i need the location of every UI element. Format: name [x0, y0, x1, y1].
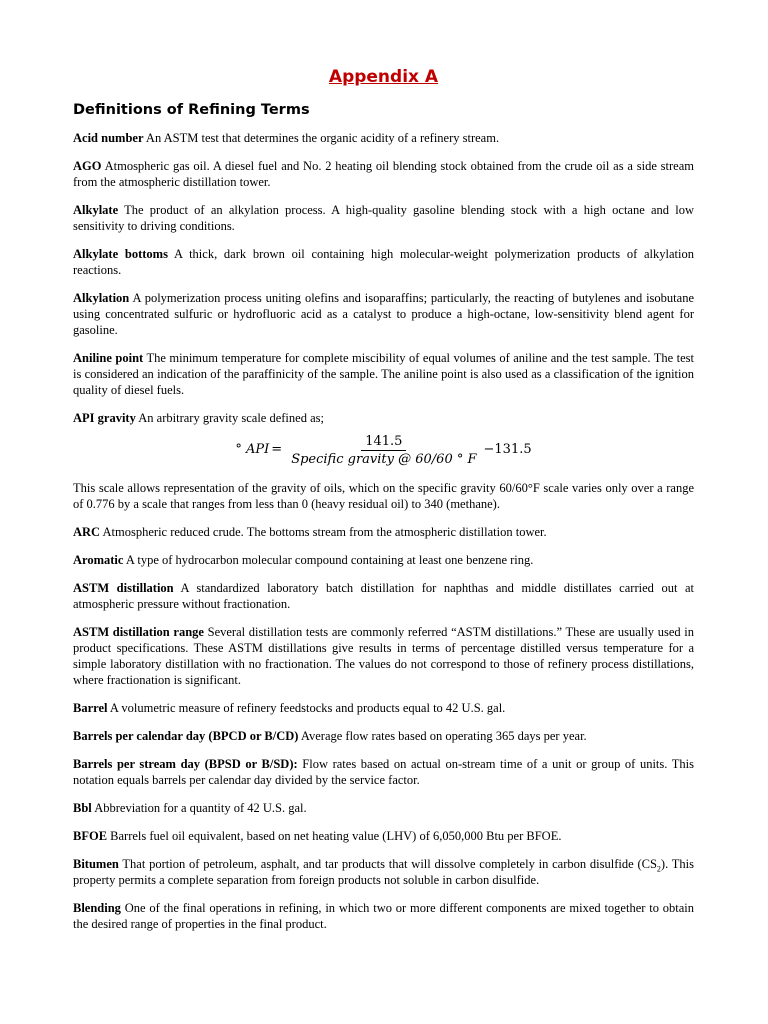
term: ASTM distillation range: [73, 625, 204, 639]
term: Aniline point: [73, 351, 144, 365]
definition-entry: [73, 410, 694, 426]
term: Blending: [73, 901, 121, 915]
definition: Several distillation tests are commonly referred “ASTM distillations.” These are usually used in product specifications. These ASTM distillations give results in terms of percentage distilled versus temperature for a simple laboratory distillation with no fractionation. The values do not correspond to those of refinery process distillations, where fractionation is significant.: [73, 625, 695, 687]
definition-entry: [73, 552, 694, 568]
definition: An ASTM test that determines the organic acidity of a refinery stream.: [143, 131, 500, 145]
definition-entry: [73, 756, 694, 788]
api-gravity-formula: [73, 432, 694, 468]
definition: A type of hydrocarbon molecular compound containing at least one benzene ring.: [123, 553, 534, 567]
term: ARC: [73, 525, 101, 539]
term: Alkylation: [73, 291, 130, 305]
definition: That portion of petroleum, asphalt, and tar products that will dissolve completely in carbon disulfide (CS: [118, 857, 657, 871]
definition-entry: [73, 202, 694, 234]
definition-entry: [73, 728, 694, 744]
definition: Abbreviation for a quantity of 42 U.S. gal.: [91, 801, 307, 815]
formula-lhs: ° API: [235, 442, 270, 457]
term: BFOE: [73, 829, 108, 843]
term: Aromatic: [73, 553, 124, 567]
term: ASTM distillation: [73, 581, 174, 595]
definition-entry: [73, 130, 694, 146]
definition-entry: [73, 828, 694, 844]
term: Alkylate bottoms: [73, 247, 168, 261]
definition: Average flow rates based on operating 365 days per year.: [298, 729, 587, 743]
term: AGO: [73, 159, 102, 173]
definition: One of the final operations in refining, in which two or more different components are mixed together to obtain the desired range of properties in the final product.: [73, 901, 694, 931]
subscript: 2: [656, 864, 661, 874]
definition: A thick, dark brown oil containing high molecular-weight polymerization products of alkylation reactions.: [73, 247, 694, 277]
definition: An arbitrary gravity scale defined as;: [135, 411, 324, 425]
definition-entry: [73, 246, 694, 278]
definition-entry: [73, 158, 694, 190]
definition: A standardized laboratory batch distillation for naphthas and middle distillates carried out at atmospheric pressure without fractionation.: [73, 581, 694, 611]
appendix-title: Appendix A: [328, 67, 439, 87]
definition-entry: [73, 524, 694, 540]
term: Alkylate: [73, 203, 119, 217]
term: Bbl: [73, 801, 92, 815]
term: Barrels per calendar day (BPCD or B/CD): [73, 729, 299, 743]
definition: ). This property permits a complete separation from foreign products not soluble in carbon disulfide.: [73, 857, 694, 887]
definition-entry: [73, 580, 694, 612]
definition-entry: [73, 290, 694, 338]
definition: Atmospheric gas oil. A diesel fuel and No. 2 heating oil blending stock obtained from the crude oil as a side stream from the atmospheric distillation tower.: [73, 159, 694, 189]
term: Barrels per stream day (BPSD or B/SD):: [73, 757, 298, 771]
definition: A volumetric measure of refinery feedstocks and products equal to 42 U.S. gal.: [107, 701, 506, 715]
term: Bitumen: [73, 857, 119, 871]
formula-fraction: [287, 433, 480, 468]
definition: Barrels fuel oil equivalent, based on net heating value (LHV) of 6,050,000 Btu per BFOE.: [107, 829, 562, 843]
definition: Flow rates based on actual on-stream time of a unit or group of units. This notation equals barrels per calendar day divided by the service factor.: [73, 757, 695, 787]
definition-entry: [73, 856, 694, 888]
document-page: [73, 66, 694, 944]
definition: Atmospheric reduced crude. The bottoms stream from the atmospheric distillation tower.: [100, 525, 547, 539]
definition-entry: [73, 350, 694, 398]
formula-equals: =: [271, 442, 283, 457]
api-gravity-note: This scale allows representation of the gravity of oils, which on the specific gravity 60/60°F scale varies only over a range of 0.776 by a scale that ranges from less than 0 (heavy residual oil) to 340 (methane).: [73, 481, 694, 511]
definition: The minimum temperature for complete miscibility of equal volumes of aniline and the test sample. The test is considered an indication of the paraffinicity of the sample. The aniline point is also used as a classification of the ignition quality of diesel fuels.: [73, 351, 694, 397]
term: API gravity: [73, 411, 136, 425]
section-heading: Definitions of Refining Terms: [73, 102, 310, 118]
formula-denominator: Specific gravity @ 60/60 ° F: [291, 451, 477, 467]
formula-numerator: 141.5: [361, 433, 406, 451]
definition: A polymerization process uniting olefins and isoparaffins; particularly, the reacting of butylenes and isobutane using concentrated sulfuric or hydrofluoric acid as a catalyst to produce a high-octane, low-sensitivity blend agent for gasoline.: [73, 291, 694, 337]
definition-entry: [73, 900, 694, 932]
definition-entry: [73, 624, 694, 688]
definition-entry: [73, 800, 694, 816]
formula-tail: −131.5: [483, 442, 532, 457]
definition-entry: [73, 700, 694, 716]
term: Barrel: [73, 701, 108, 715]
definition: The product of an alkylation process. A high-quality gasoline blending stock with a high octane and low sensitivity to driving conditions.: [73, 203, 694, 233]
term: Acid number: [73, 131, 144, 145]
